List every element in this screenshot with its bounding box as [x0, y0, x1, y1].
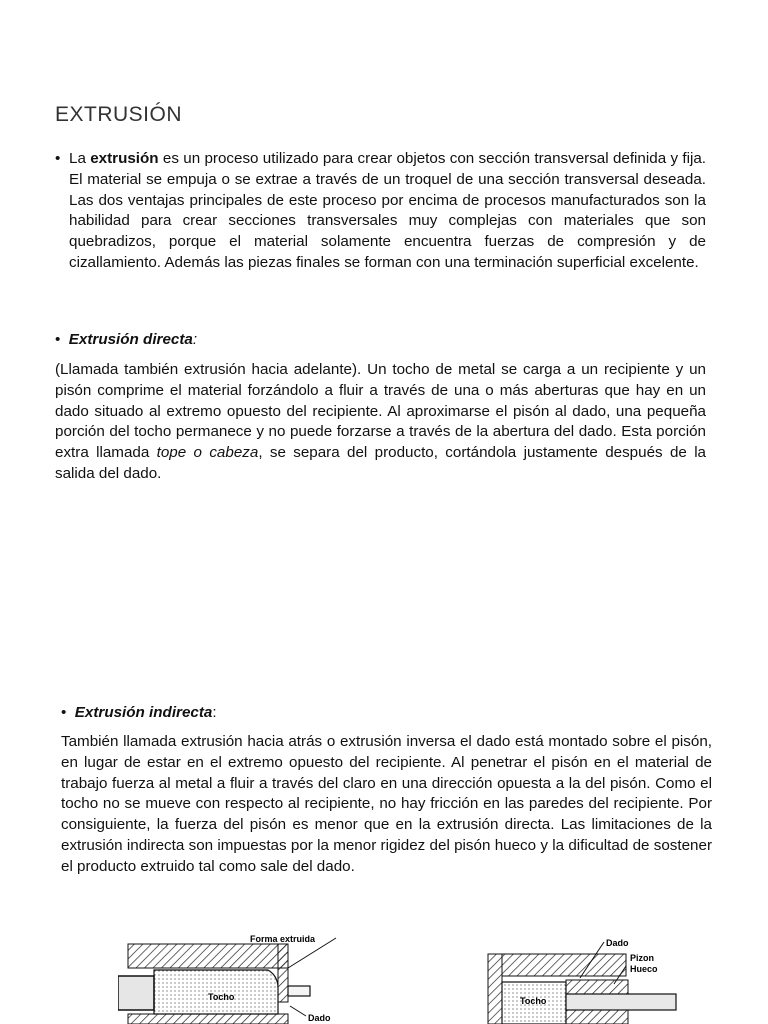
indirect-paragraph: También llamada extrusión hacia atrás o extrusión inversa el dado está montado sobre el pisón, en lugar de estar en el extremo opuesto del recipiente. Al penetrar el pisón en el material de trabajo fuerza al metal a fluir a través del claro en una dirección opuesta a la del pisón. Como el tocho no se mueve con respecto al recipiente, no hay fricción en las paredes del recipiente. Por consiguiente, la fuerza del pisón es menor que en la extrusión directa. Las limitaciones de la extrusión indirecta son impuestas por la menor rigidez del pisón hueco y la dificultad de sostener el producto extruido tal como sale del dado. — [61, 733, 712, 875]
leader-dado — [290, 1006, 306, 1016]
direct-extrusion-diagram — [118, 926, 358, 1024]
intro-paragraph — [69, 149, 706, 274]
direct-text-after: , se separa del producto, cortándola justamente después de la salida del dado. — [55, 444, 707, 482]
direct-heading-text: Extrusión directa — [68, 331, 193, 348]
extruded-product — [288, 986, 310, 996]
hollow-ram-bottom — [566, 1010, 628, 1024]
direct-paragraph — [55, 360, 706, 485]
label-hueco: Hueco — [630, 964, 658, 974]
indirect-heading-text: Extrusión indirecta — [74, 704, 213, 721]
bullet-direct: • — [55, 331, 61, 348]
label-tocho: Tocho — [208, 992, 235, 1002]
container-bottom-wall — [128, 1014, 288, 1024]
bullet-intro: • — [55, 150, 61, 167]
container-end-wall — [488, 954, 502, 1024]
hollow-ram-top — [566, 980, 628, 994]
label-pizon: Pizon — [630, 953, 654, 963]
indirect-extrusion-diagram — [484, 932, 696, 1024]
direct-heading-colon: : — [192, 331, 198, 348]
intro-lead: La — [69, 150, 91, 167]
direct-text-before: (Llamada también extrusión hacia adelante). Un tocho de metal se carga a un recipiente y un pisón comprime el material forzándolo a fluir a través de una o más aberturas que hay en un dado situado al extremo opuesto del recipiente. Al aproximarse el pisón al dado, una pequeña porción del tocho permanece y no puede forzarse a través de la abertura del dado. Esta porción extra llamada — [55, 361, 706, 462]
intro-text: es un proceso utilizado para crear objetos con sección transversal definida y fija. El material se empuja o se extrae a través de un troquel de una sección transversal deseada. Las dos ventajas principales de este proceso por encima de procesos manufacturados son la habilidad para crear secciones transversales muy complejas con materiales que son quebradizos, porque el material solamente encuentra fuerzas de compresión y de cizallamiento. Además las piezas finales se forman con una terminación superficial excelente. — [69, 150, 706, 271]
extruded-product-right — [566, 994, 676, 1010]
container-top-wall-right — [502, 954, 626, 976]
indirect-heading-colon: : — [212, 704, 217, 721]
container-top-wall — [128, 944, 288, 968]
direct-term: tope o cabeza — [156, 444, 259, 462]
label-forma-extruida: Forma extruida — [250, 934, 316, 944]
intro-term: extrusión — [90, 150, 159, 167]
label-tocho-right: Tocho — [520, 996, 547, 1006]
page-title: EXTRUSIÓN — [55, 103, 183, 126]
bullet-indirect: • — [61, 704, 67, 721]
label-dado: Dado — [308, 1013, 331, 1023]
direct-heading — [55, 330, 197, 351]
die-block — [278, 944, 288, 1002]
label-dado-right: Dado — [606, 938, 629, 948]
ram — [118, 976, 154, 1010]
indirect-heading — [61, 703, 217, 724]
